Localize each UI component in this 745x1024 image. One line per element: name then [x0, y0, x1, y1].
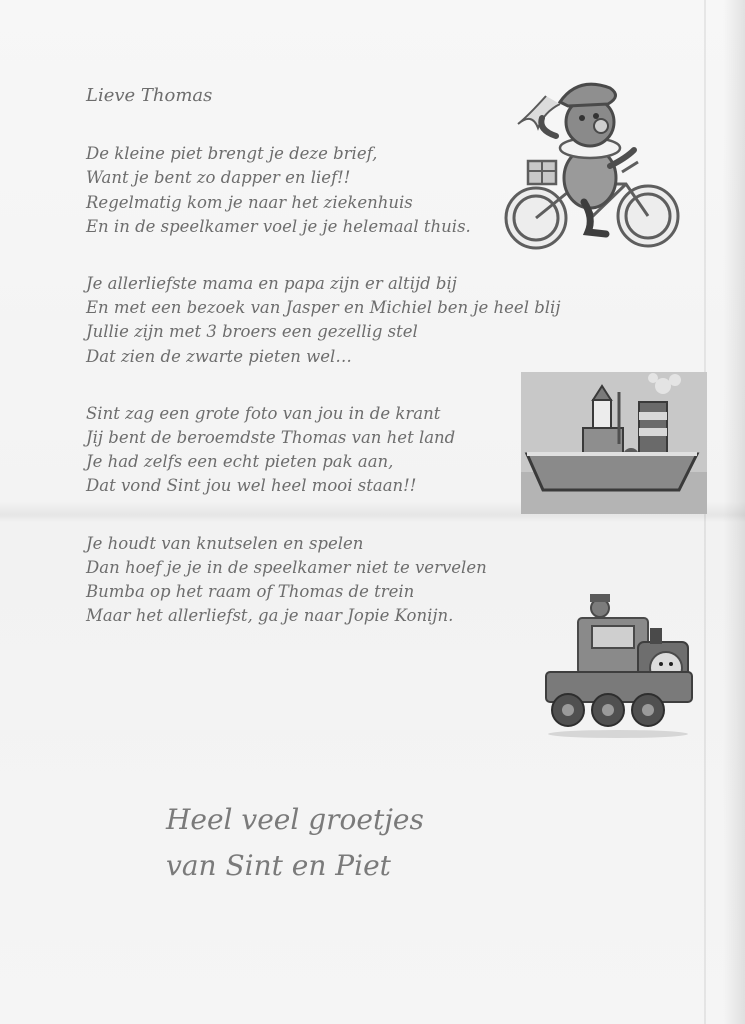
poem-line: Jij bent de beroemdste Thomas van het land [86, 428, 456, 448]
poem-line: Maar het allerliefst, ga je naar Jopie Konijn. [86, 606, 454, 626]
poem-line: Want je bent zo dapper en lief!! [86, 168, 351, 188]
poem-line: Je allerliefste mama en papa zijn er altijd bij [86, 274, 457, 294]
poem-line: Jullie zijn met 3 broers een gezellig stel [86, 322, 418, 342]
poem-line: Dat vond Sint jou wel heel mooi staan!! [86, 476, 417, 496]
poem-line: Je houdt van knutselen en spelen [86, 533, 364, 553]
poem-line: Sint zag een grote foto van jou in de krant [86, 403, 441, 423]
poem-line: En in de speelkamer voel je je helemaal thuis. [86, 216, 471, 236]
signoff-line: Heel veel groetjes [166, 803, 424, 836]
poem-line: Dan hoef je je in de speelkamer niet te vervelen [86, 557, 487, 577]
paper-edge-shadow [723, 0, 745, 1024]
zwarte-piet-bicycle-illustration [498, 66, 684, 262]
poem-line: Regelmatig kom je naar het ziekenhuis [86, 192, 413, 212]
poem-line: Je had zelfs een echt pieten pak aan, [86, 452, 394, 472]
sinterklaas-steamboat-illustration [521, 372, 707, 514]
signoff [166, 797, 424, 889]
poem-line: En met een bezoek van Jasper en Michiel ben je heel blij [86, 298, 561, 318]
poem-line: Bumba op het raam of Thomas de trein [86, 582, 415, 602]
poem-line: Dat zien de zwarte pieten wel… [86, 346, 352, 366]
poem-line: De kleine piet brengt je deze brief, [86, 144, 378, 164]
toy-train-engine-illustration [538, 588, 698, 738]
signoff-line: van Sint en Piet [166, 849, 391, 882]
greeting: Lieve Thomas [86, 85, 213, 106]
stanza-2 [86, 272, 646, 369]
